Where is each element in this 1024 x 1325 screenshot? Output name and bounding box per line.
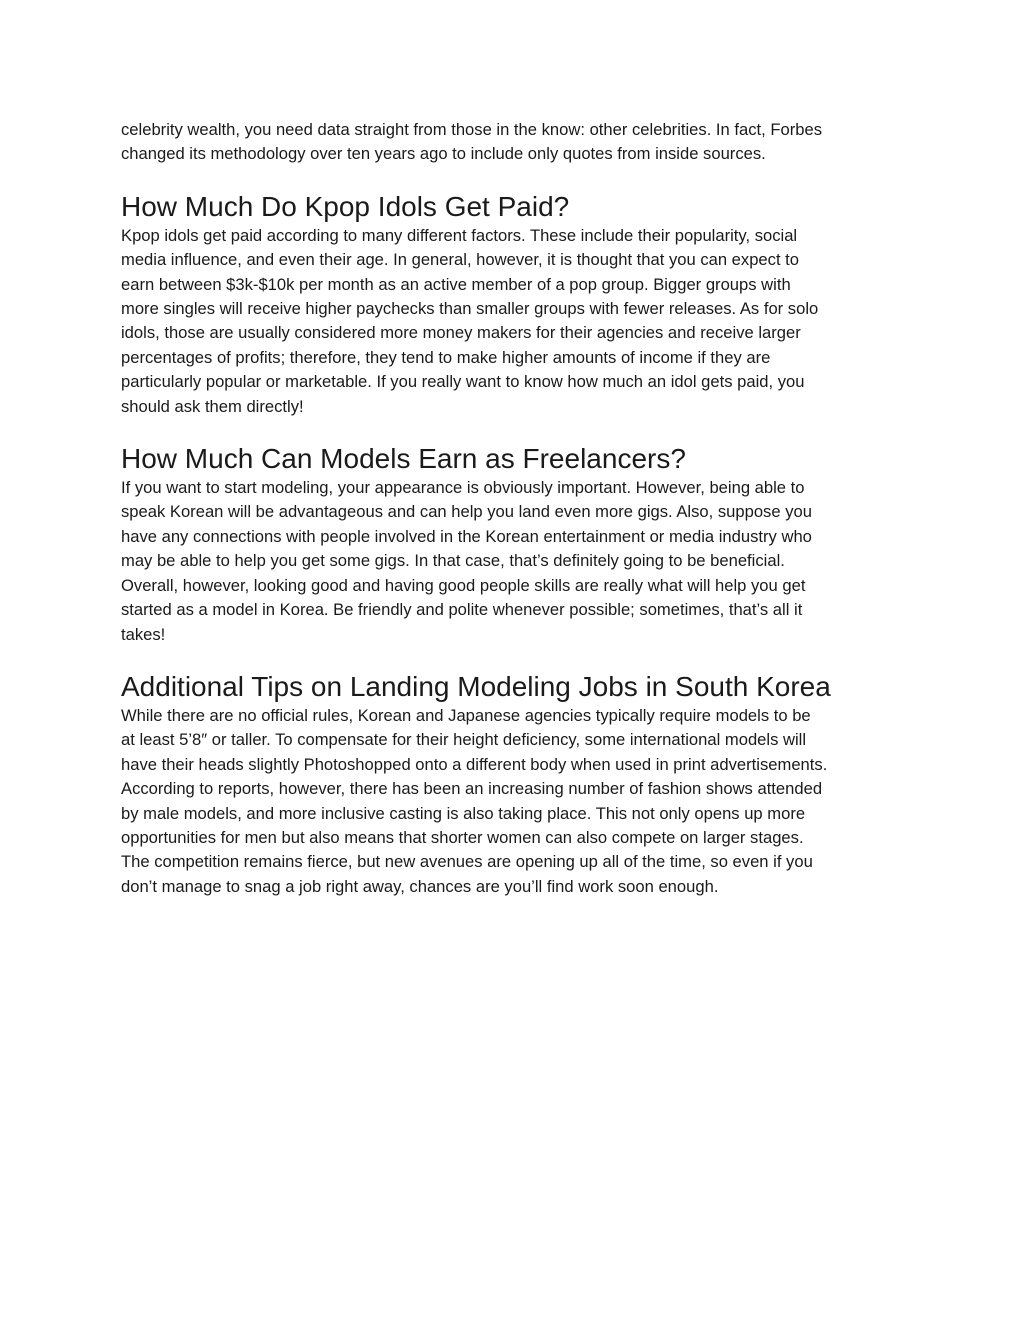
text-line: changed its methodology over ten years ago to include only quotes from inside sources. bbox=[121, 144, 766, 164]
section-heading-additional-tips: Additional Tips on Landing Modeling Jobs in South Korea bbox=[121, 670, 831, 702]
text-line: takes! bbox=[121, 624, 166, 644]
text-line: by male models, and more inclusive casting is also taking place. This not only opens up more bbox=[121, 803, 806, 823]
text-line: more singles will receive higher paychecks than smaller groups with fewer releases. As for solo bbox=[121, 299, 819, 319]
text-line: should ask them directly! bbox=[121, 396, 304, 416]
text-line: Overall, however, looking good and having good people skills are really what will help you get bbox=[121, 575, 806, 595]
section-paragraph-kpop-idols-pay bbox=[121, 224, 911, 419]
text-line: The competition remains fierce, but new avenues are opening up all of the time, so even if you bbox=[121, 852, 813, 872]
text-line: have their heads slightly Photoshopped onto a different body when used in print advertisements. bbox=[121, 754, 828, 774]
text-line: While there are no official rules, Korean and Japanese agencies typically require models to be bbox=[121, 705, 811, 725]
text-line: According to reports, however, there has been an increasing number of fashion shows attended bbox=[121, 779, 823, 799]
text-line: particularly popular or marketable. If you really want to know how much an idol gets paid, you bbox=[121, 372, 805, 392]
text-line: opportunities for men but also means that shorter women can also compete on larger stages. bbox=[121, 827, 804, 847]
text-line: earn between $3k-$10k per month as an active member of a pop group. Bigger groups with bbox=[121, 274, 791, 294]
text-line: don’t manage to snag a job right away, chances are you’ll find work soon enough. bbox=[121, 876, 719, 896]
text-line: idols, those are usually considered more money makers for their agencies and receive larger bbox=[121, 323, 801, 343]
text-line: have any connections with people involved in the Korean entertainment or media industry who bbox=[121, 526, 812, 546]
section-paragraph-additional-tips bbox=[121, 704, 911, 899]
intro-paragraph bbox=[121, 118, 911, 167]
text-line: media influence, and even their age. In general, however, it is thought that you can expect to bbox=[121, 250, 800, 270]
section-heading-kpop-idols-pay: How Much Do Kpop Idols Get Paid? bbox=[121, 190, 570, 222]
text-line: speak Korean will be advantageous and can help you land even more gigs. Also, suppose you bbox=[121, 502, 812, 522]
section-heading-freelance-models: How Much Can Models Earn as Freelancers? bbox=[121, 443, 686, 475]
text-line: If you want to start modeling, your appearance is obviously important. However, being able to bbox=[121, 478, 805, 498]
text-line: Kpop idols get paid according to many different factors. These include their popularity, social bbox=[121, 225, 798, 245]
text-line: percentages of profits; therefore, they tend to make higher amounts of income if they are bbox=[121, 347, 771, 367]
text-line: may be able to help you get some gigs. In that case, that’s definitely going to be beneficial. bbox=[121, 551, 785, 571]
text-line: at least 5’8″ or taller. To compensate for their height deficiency, some international models will bbox=[121, 730, 807, 750]
document-page bbox=[121, 118, 911, 899]
section-paragraph-freelance-models bbox=[121, 476, 911, 647]
text-line: celebrity wealth, you need data straight from those in the know: other celebrities. In fact, Forbes bbox=[121, 120, 822, 139]
text-line: started as a model in Korea. Be friendly and polite whenever possible; sometimes, that’s all it bbox=[121, 600, 803, 620]
